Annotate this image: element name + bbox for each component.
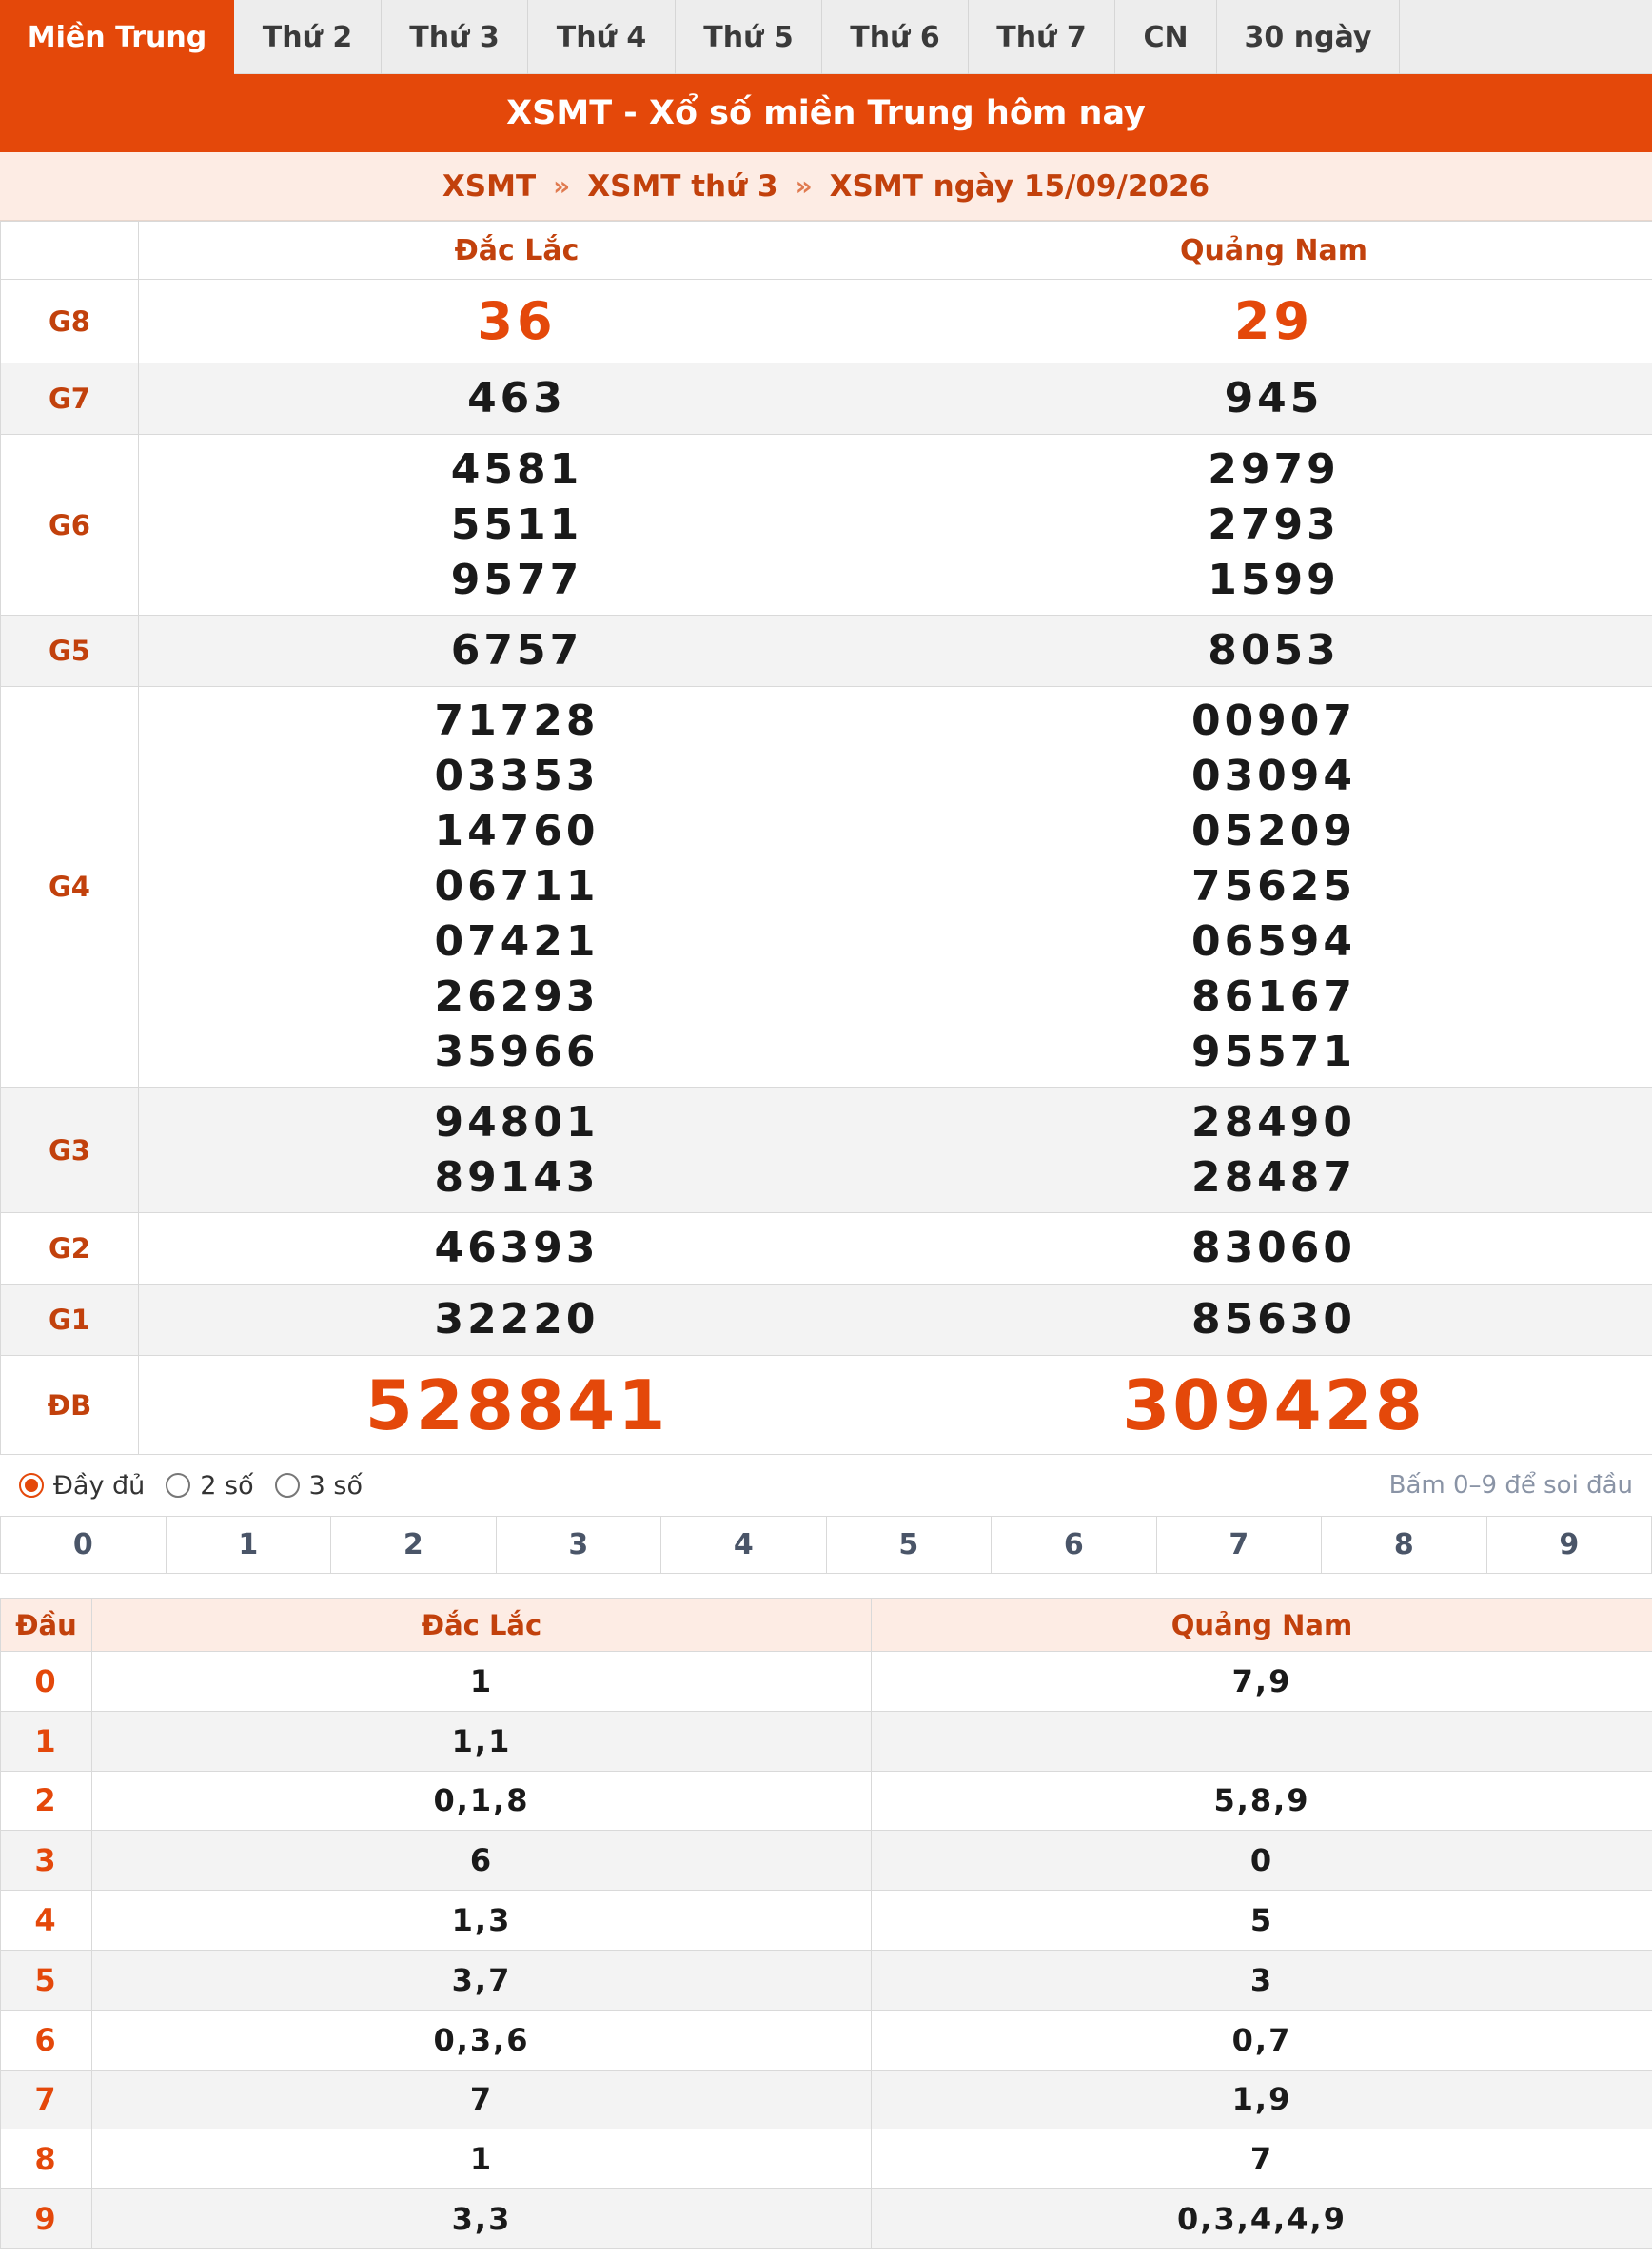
- lottery-number: 03353: [434, 752, 600, 800]
- radio-label: 3 số: [308, 1470, 363, 1501]
- radio-dot-icon: [275, 1473, 300, 1498]
- lottery-number: 14760: [434, 807, 600, 855]
- lottery-number: 9577: [450, 555, 583, 604]
- tail-digits: 3: [872, 1950, 1652, 2010]
- prize-cell: [895, 616, 1652, 687]
- radio-full[interactable]: [19, 1471, 145, 1501]
- tab-mien-trung[interactable]: Miền Trung: [0, 0, 234, 74]
- tail-digits: 1,1: [92, 1711, 872, 1771]
- region-tabs: [0, 0, 1652, 74]
- prize-label: G2: [1, 1213, 139, 1285]
- lottery-number: 28490: [1190, 1097, 1357, 1147]
- prize-row: [1, 1213, 1652, 1285]
- head-digit: 9: [1, 2189, 92, 2249]
- head-digit: 0: [1, 1652, 92, 1712]
- digit-button-5[interactable]: 5: [827, 1517, 993, 1573]
- dau-header: Đầu: [1, 1599, 92, 1652]
- radio-label: Đầy đủ: [53, 1470, 146, 1501]
- prize-row: [1, 1088, 1652, 1213]
- head-digit-row: [1, 2189, 1652, 2249]
- head-digit: 1: [1, 1711, 92, 1771]
- digit-button-6[interactable]: 6: [992, 1517, 1157, 1573]
- breadcrumb-link-xsmt-thu-3[interactable]: XSMT thứ 3: [587, 168, 778, 204]
- prize-cell: [139, 1285, 895, 1356]
- prize-label: G4: [1, 687, 139, 1088]
- prize-cell: [139, 435, 895, 616]
- prize-rows: [1, 280, 1652, 1455]
- tail-digits: 3,7: [92, 1950, 872, 2010]
- tail-digits: 1: [92, 1652, 872, 1712]
- tab-thu-5[interactable]: Thứ 5: [676, 0, 822, 74]
- lottery-number: 29: [1233, 290, 1314, 351]
- lottery-number: 4581: [450, 444, 583, 494]
- head-digit-row: [1, 2010, 1652, 2070]
- lottery-number: 5511: [450, 500, 583, 549]
- prize-label: G6: [1, 435, 139, 616]
- prize-row: [1, 616, 1652, 687]
- prize-label: ĐB: [1, 1356, 139, 1455]
- lottery-number: 26293: [434, 972, 600, 1021]
- lottery-number: 6757: [450, 626, 583, 675]
- prize-header-cell: [1, 222, 139, 280]
- tail-digits: 7,9: [872, 1652, 1652, 1712]
- head-digit-rows: [1, 1652, 1652, 2249]
- breadcrumb-separator: »: [553, 170, 571, 202]
- tab-thu-7[interactable]: Thứ 7: [969, 0, 1115, 74]
- tab-thu-6[interactable]: Thứ 6: [822, 0, 969, 74]
- prize-cell: [895, 1285, 1652, 1356]
- tail-digits: 0: [872, 1831, 1652, 1891]
- digit-button-3[interactable]: 3: [497, 1517, 662, 1573]
- tail-digits: 1: [92, 2129, 872, 2189]
- head-digit-row: [1, 2070, 1652, 2129]
- lottery-number: 06594: [1190, 917, 1357, 966]
- lottery-number: 75625: [1190, 862, 1357, 911]
- lottery-number: 28487: [1190, 1152, 1357, 1202]
- breadcrumb-link-date[interactable]: XSMT ngày 15/09/2026: [829, 168, 1210, 204]
- lottery-number: 71728: [434, 697, 600, 745]
- head-digit: 8: [1, 2129, 92, 2189]
- digit-button-8[interactable]: 8: [1322, 1517, 1487, 1573]
- lottery-number: 945: [1224, 374, 1324, 422]
- lottery-number: 00907: [1190, 697, 1357, 745]
- lottery-number: 46393: [434, 1224, 600, 1272]
- lottery-number: 35966: [434, 1028, 600, 1076]
- prize-cell: [139, 687, 895, 1088]
- head-digit-table: [0, 1598, 1652, 2249]
- tail-digits: 5: [872, 1891, 1652, 1951]
- prize-cell: [895, 1088, 1652, 1213]
- prize-cell: [139, 280, 895, 363]
- prize-cell: [139, 1356, 895, 1455]
- prize-row: [1, 1285, 1652, 1356]
- digit-button-4[interactable]: 4: [661, 1517, 827, 1573]
- head-digit-row: [1, 1652, 1652, 1712]
- tail-digits: 0,3,6: [92, 2010, 872, 2070]
- lottery-number: 2793: [1208, 500, 1340, 549]
- digit-button-7[interactable]: 7: [1157, 1517, 1323, 1573]
- prize-cell: [139, 1213, 895, 1285]
- lottery-number: 06711: [434, 862, 600, 911]
- lottery-number: 36: [477, 290, 557, 351]
- lottery-number: 07421: [434, 917, 600, 966]
- radio-dot-icon: [19, 1473, 44, 1498]
- lottery-number: 94801: [434, 1097, 600, 1147]
- head-digit-row: [1, 1711, 1652, 1771]
- prize-cell: [895, 1213, 1652, 1285]
- digit-button-2[interactable]: 2: [331, 1517, 497, 1573]
- lottery-number: 89143: [434, 1152, 600, 1202]
- prize-label: G3: [1, 1088, 139, 1213]
- tail-digits: 5,8,9: [872, 1771, 1652, 1831]
- prize-cell: [895, 687, 1652, 1088]
- head-digit-row: [1, 1771, 1652, 1831]
- radio-dot-icon: [166, 1473, 190, 1498]
- lottery-number: 309428: [1122, 1364, 1426, 1445]
- breadcrumb: [0, 152, 1652, 221]
- head-digit-row: [1, 1831, 1652, 1891]
- digit-button-9[interactable]: 9: [1487, 1517, 1652, 1573]
- lottery-number: 1599: [1208, 555, 1340, 604]
- province-header: Quảng Nam: [872, 1599, 1652, 1652]
- lottery-number: 03094: [1190, 752, 1357, 800]
- lottery-number: 463: [467, 374, 566, 422]
- lottery-number: 95571: [1190, 1028, 1357, 1076]
- prize-cell: [895, 435, 1652, 616]
- head-digit-header-row: [1, 1599, 1652, 1652]
- tab-thu-3[interactable]: Thứ 3: [382, 0, 528, 74]
- head-digit-row: [1, 1950, 1652, 2010]
- tab-thu-2[interactable]: Thứ 2: [234, 0, 382, 74]
- prize-cell: [895, 363, 1652, 435]
- radio-2-digits[interactable]: [166, 1471, 253, 1501]
- prize-row: [1, 687, 1652, 1088]
- digit-button-1[interactable]: 1: [167, 1517, 332, 1573]
- radio-3-digits[interactable]: [275, 1471, 363, 1501]
- tab-30-ngay[interactable]: 30 ngày: [1217, 0, 1400, 74]
- province-header: Quảng Nam: [895, 222, 1652, 280]
- lottery-number: 32220: [434, 1295, 600, 1344]
- head-digit: 4: [1, 1891, 92, 1951]
- head-digit: 7: [1, 2070, 92, 2129]
- head-digit: 3: [1, 1831, 92, 1891]
- page-title: XSMT - Xổ số miền Trung hôm nay: [0, 74, 1652, 152]
- head-digit: 5: [1, 1950, 92, 2010]
- lottery-number: 83060: [1190, 1224, 1357, 1272]
- lottery-number: 05209: [1190, 807, 1357, 855]
- prize-row: [1, 280, 1652, 363]
- lottery-number: 86167: [1190, 972, 1357, 1021]
- head-digit: 6: [1, 2010, 92, 2070]
- tail-digits: 3,3: [92, 2189, 872, 2249]
- head-digit-row: [1, 1891, 1652, 1951]
- prize-label: G5: [1, 616, 139, 687]
- prize-label: G1: [1, 1285, 139, 1356]
- digit-selector: [0, 1516, 1652, 1574]
- province-header: Đắc Lắc: [92, 1599, 872, 1652]
- prize-label: G8: [1, 280, 139, 363]
- lottery-number: 528841: [364, 1364, 669, 1445]
- tail-digits: 1,3: [92, 1891, 872, 1951]
- filter-bar: [0, 1455, 1652, 1516]
- radio-label: 2 số: [200, 1470, 254, 1501]
- prize-cell: [895, 1356, 1652, 1455]
- prize-cell: [895, 280, 1652, 363]
- breadcrumb-separator: »: [795, 170, 813, 202]
- results-header-row: [1, 222, 1652, 280]
- prize-row: [1, 363, 1652, 435]
- prize-cell: [139, 616, 895, 687]
- prize-row: [1, 1356, 1652, 1455]
- results-table: [0, 221, 1652, 1455]
- tail-digits: 7: [92, 2070, 872, 2129]
- tail-digits: 6: [92, 1831, 872, 1891]
- tail-digits: 0,7: [872, 2010, 1652, 2070]
- filter-hint: Bấm 0–9 để soi đầu: [1388, 1471, 1633, 1500]
- tail-digits: 0,1,8: [92, 1771, 872, 1831]
- lottery-number: 85630: [1190, 1295, 1357, 1344]
- tab-cn[interactable]: CN: [1115, 0, 1217, 74]
- tail-digits: 0,3,4,4,9: [872, 2189, 1652, 2249]
- province-header: Đắc Lắc: [139, 222, 895, 280]
- prize-label: G7: [1, 363, 139, 435]
- head-digit: 2: [1, 1771, 92, 1831]
- tab-thu-4[interactable]: Thứ 4: [528, 0, 676, 74]
- breadcrumb-link-xsmt[interactable]: XSMT: [442, 168, 537, 204]
- digit-button-0[interactable]: 0: [0, 1517, 167, 1573]
- prize-cell: [139, 363, 895, 435]
- tail-digits: 7: [872, 2129, 1652, 2189]
- tail-digits: 1,9: [872, 2070, 1652, 2129]
- prize-cell: [139, 1088, 895, 1213]
- lottery-number: 8053: [1208, 626, 1340, 675]
- head-digit-row: [1, 2129, 1652, 2189]
- tail-digits: [872, 1711, 1652, 1771]
- lottery-number: 2979: [1208, 444, 1340, 494]
- prize-row: [1, 435, 1652, 616]
